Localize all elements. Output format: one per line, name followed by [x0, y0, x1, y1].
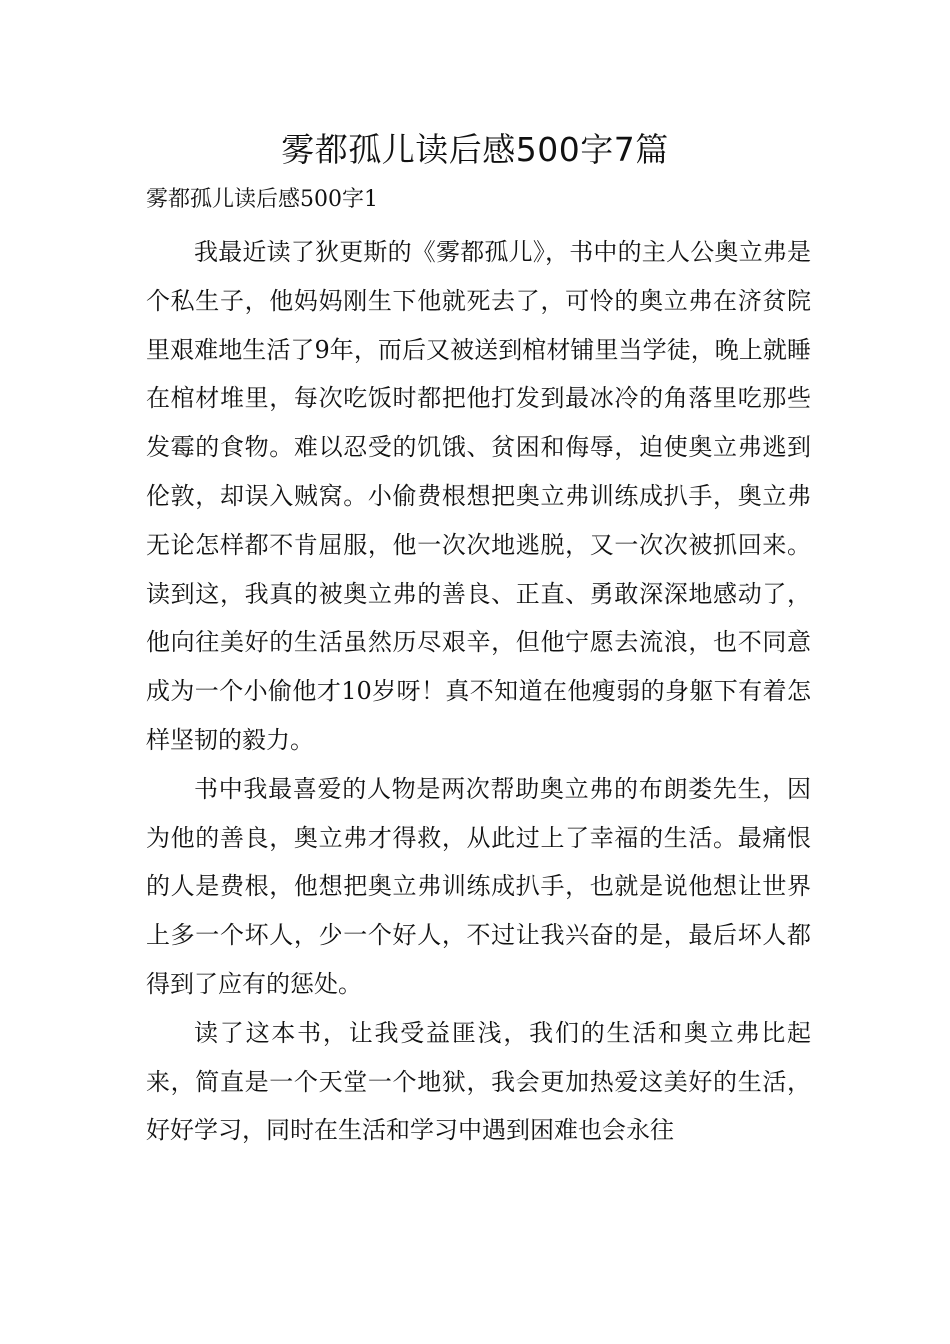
document-title: 雾都孤儿读后感500字7篇 — [281, 130, 669, 169]
paragraph-2: 书中我最喜爱的人物是两次帮助奥立弗的布朗娄先生，因为他的善良，奥立弗才得救，从此过上了幸福的生活。最痛恨的人是费根，他想把奥立弗训练成扒手，也就是说他想让世界上多一个坏人，少一个好人，不过让我兴奋的是，最后坏人都得到了应有的惩处。 — [146, 774, 811, 998]
section-heading: 雾都孤儿读后感500字1 — [146, 187, 378, 212]
body-text — [146, 228, 811, 1155]
paragraph-3: 读了这本书，让我受益匪浅，我们的生活和奥立弗比起来，简直是一个天堂一个地狱，我会更加热爱这美好的生活，好好学习，同时在生活和学习中遇到困难也会永往 — [146, 1018, 811, 1145]
paragraph-1: 我最近读了狄更斯的《雾都孤儿》，书中的主人公奥立弗是个私生子，他妈妈刚生下他就死去了，可怜的奥立弗在济贫院里艰难地生活了9年，而后又被送到棺材铺里当学徒，晚上就睡在棺材堆里，每次吃饭时都把他打发到最冰冷的角落里吃那些发霉的食物。难以忍受的饥饿、贫困和侮辱，迫使奥立弗逃到伦敦，却误入贼窝。小偷费根想把奥立弗训练成扒手，奥立弗无论怎样都不肯屈服，他一次次地逃脱，又一次次被抓回来。读到这，我真的被奥立弗的善良、正直、勇敢深深地感动了，他向往美好的生活虽然历尽艰辛，但他宁愿去流浪，也不同意成为一个小偷他才10岁呀！真不知道在他瘦弱的身躯下有着怎样坚韧的毅力。 — [146, 238, 811, 754]
